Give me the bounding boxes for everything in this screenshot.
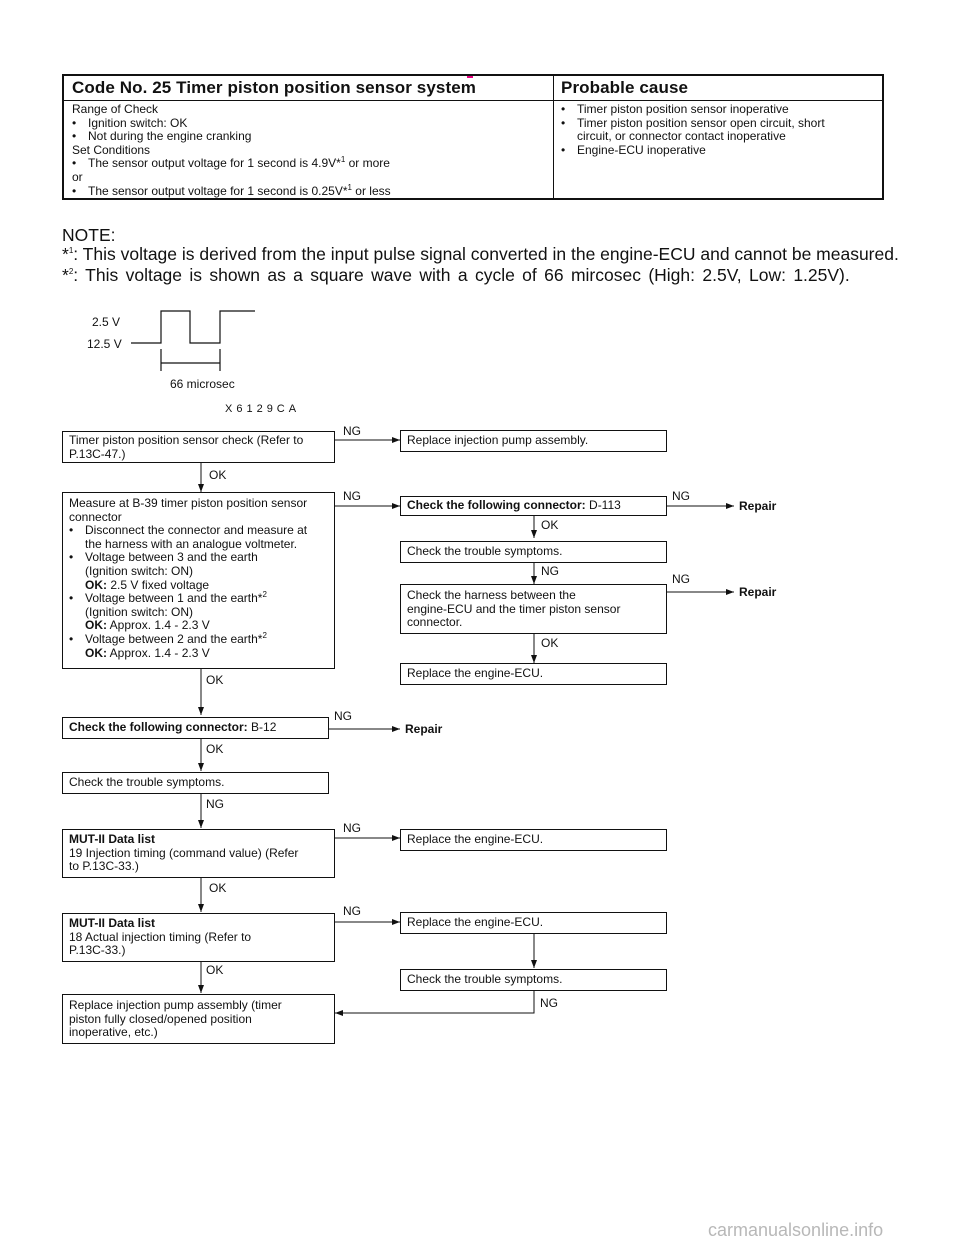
flow-step-check-harness: Check the harness between the engine-ECU and the timer piston sensor connector. (400, 584, 667, 634)
flow-step-measure-b39: Measure at B-39 timer piston position sensor connector • Disconnect the connector and measure at the harness with an analogue voltmeter. • Voltage between 3 and the earth (Ignition switch: ON) OK: 2.5 V fixed voltage • Voltage between 1 and the earth*$^2$ (Ignition switch: ON) OK: Approx. 1.4 - 2.3 V • Voltage between 2 and the earth*$^2$ OK: Approx. 1.4 - 2.3 V (62, 492, 335, 669)
flow-step-trouble-symptoms-2: Check the trouble symptoms. (62, 772, 329, 794)
condition-2: • The sensor output voltage for 1 second is 0.25V*$^1$ or less (72, 182, 391, 198)
condition-1: • The sensor output voltage for 1 second is 4.9V*$^1$ or more (72, 155, 390, 171)
arrow-to-box3 (198, 484, 204, 492)
cause-2: • Timer piston position sensor open circuit, short (561, 115, 825, 130)
label-ok-3: OK (541, 636, 559, 650)
note-line-1: *$^1$: This voltage is derived from the input pulse signal converted in the engine-ECU and cannot be measured. (62, 244, 899, 264)
note-title: NOTE: (62, 225, 116, 245)
arrow-to-box8 (198, 707, 204, 715)
range-item-1: • Ignition switch: OK (72, 115, 188, 130)
arrow-to-box7 (531, 655, 537, 663)
arrow-to-box13 (392, 919, 400, 925)
arrow-to-box11 (392, 835, 400, 841)
flow-step-replace-ecu-3: Replace the engine-ECU. (400, 912, 667, 934)
figure-code: X6129CA (225, 403, 301, 415)
label-ng-6: NG (334, 709, 352, 723)
flow-step-mut-ii-18: MUT-II Data list 18 Actual injection timing (Refer to P.13C-33.) (62, 913, 335, 962)
label-ok-5: OK (206, 742, 224, 756)
label-ok-7: OK (206, 963, 224, 977)
cause-3: • Engine-ECU inoperative (561, 142, 706, 157)
flow-step-replace-ecu-2: Replace the engine-ECU. (400, 829, 667, 851)
label-ng-4: NG (541, 564, 559, 578)
label-ok-4: OK (206, 673, 224, 687)
repair-3: Repair (405, 722, 443, 736)
footer-watermark: carmanualsonline.info (708, 1220, 884, 1240)
label-ng-8: NG (343, 821, 361, 835)
arrow-to-box15-left (335, 1010, 343, 1016)
arrow-to-box4 (392, 503, 400, 509)
flow-step-sensor-check: Timer piston position sensor check (Refer to P.13C-47.) (62, 431, 335, 463)
label-ok-2: OK (541, 518, 559, 532)
arrow-to-box14 (531, 960, 537, 968)
repair-1: Repair (739, 499, 777, 513)
arrow-to-box15-down (198, 985, 204, 993)
arrow-to-box2 (392, 437, 400, 443)
note-line-2: *$^2$: This voltage is shown as a square wave with a cycle of 66 mircosec (High: 2.5V, Low: 1.25V). (62, 265, 850, 285)
label-ng-3: NG (672, 489, 690, 503)
arrow-to-box6 (531, 576, 537, 584)
range-item-2: • Not during the engine cranking (72, 129, 252, 144)
label-ng-5: NG (672, 572, 690, 586)
label-ng-7: NG (206, 797, 224, 811)
probable-cause-header: Probable cause (561, 78, 689, 97)
flow-step-replace-pump-timer: Replace injection pump assembly (timer piston fully closed/opened position inoperative, etc.) (62, 994, 335, 1044)
wave-period-label: 66 microsec (170, 377, 235, 391)
arrow-to-box5 (531, 530, 537, 538)
label-ok-6: OK (209, 881, 227, 895)
cause-1: • Timer piston position sensor inoperative (561, 102, 789, 116)
arrow-to-repair-3 (392, 726, 400, 732)
code-title: Code No. 25 Timer piston position sensor system (72, 78, 476, 97)
arrow-to-box9 (198, 763, 204, 771)
label-ng-1: NG (343, 424, 361, 438)
flow-step-replace-ecu-1: Replace the engine-ECU. (400, 663, 667, 685)
wave-high-label: 2.5 V (92, 315, 121, 329)
range-label: Range of Check (72, 102, 159, 116)
flow-step-check-b12: Check the following connector: B-12 (62, 717, 329, 739)
flow-step-trouble-symptoms-3: Check the trouble symptoms. (400, 969, 667, 991)
arrow-to-repair-1 (726, 503, 734, 509)
flow-step-replace-pump: Replace injection pump assembly. (400, 430, 667, 452)
label-ok-1: OK (209, 468, 227, 482)
wave-low-label: 12.5 V (87, 337, 122, 351)
conn-14-15 (335, 990, 534, 1013)
square-wave-figure (131, 311, 255, 371)
label-ng-10: NG (540, 996, 558, 1010)
arrow-to-box12 (198, 904, 204, 912)
cause-2-continued: circuit, or connector contact inoperative (577, 129, 786, 144)
label-ng-2: NG (343, 489, 361, 503)
square-wave (131, 311, 255, 343)
flow-step-check-d113: Check the following connector: D-113 (400, 496, 667, 516)
repair-2: Repair (739, 585, 777, 599)
arrow-to-repair-2 (726, 589, 734, 595)
flow-step-trouble-symptoms-1: Check the trouble symptoms. (400, 541, 667, 563)
label-ng-9: NG (343, 904, 361, 918)
set-conditions-label: Set Conditions (72, 142, 151, 157)
flow-step-mut-ii-19: MUT-II Data list 19 Injection timing (command value) (Refer to P.13C-33.) (62, 829, 335, 878)
arrow-to-box10 (198, 820, 204, 828)
or-label: or (72, 169, 83, 184)
